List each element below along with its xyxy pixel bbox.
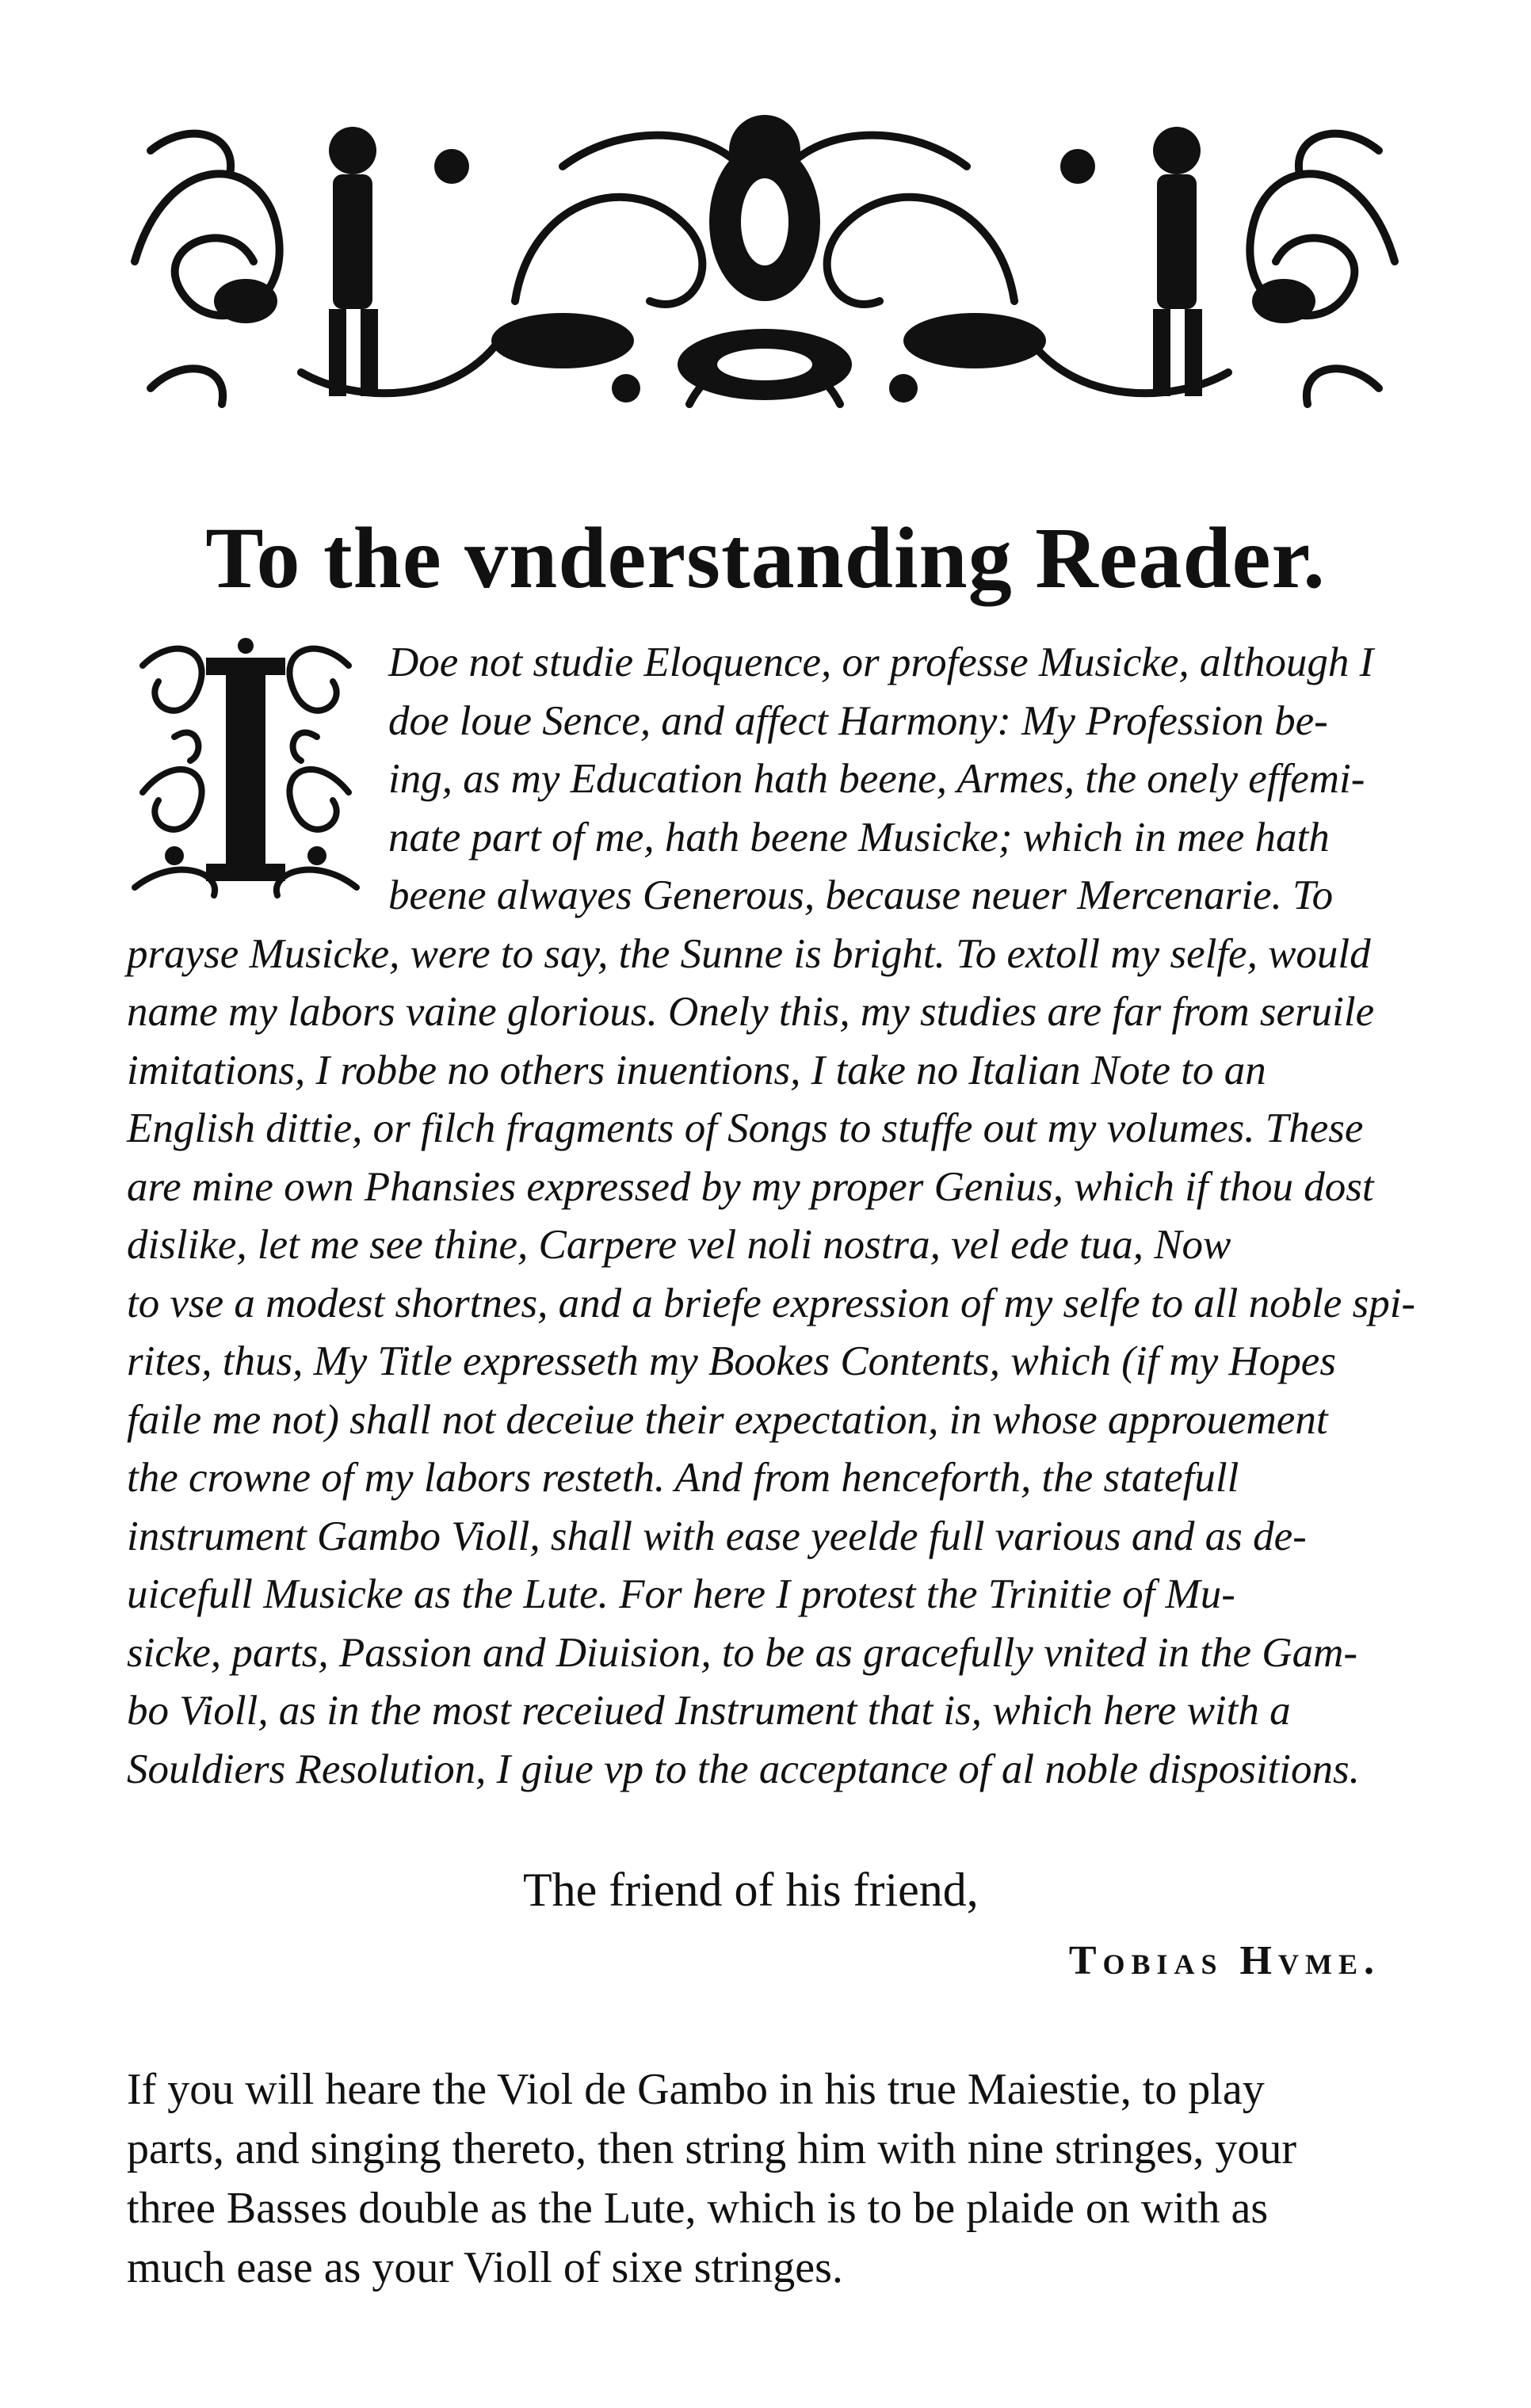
paragraph-line: sicke, parts, Passion and Diuision, to be as gracefully vnited in the Gam- bbox=[127, 1629, 1357, 1676]
paragraph-line: imitations, I robbe no others inuentions, I take no Italian Note to an bbox=[127, 1047, 1266, 1093]
paragraph-line: are mine own Phansies expressed by my proper Genius, which if thou dost bbox=[127, 1163, 1374, 1210]
signature-salutation: The friend of his friend, bbox=[523, 1864, 979, 1916]
paragraph-line: rites, thus, My Title expresseth my Bookes Contents, which (if my Hopes bbox=[127, 1338, 1336, 1384]
paragraph-line: doe loue Sence, and affect Harmony: My Profession be- bbox=[388, 697, 1328, 744]
paragraph-line: If you will heare the Viol de Gambo in his true Maiestie, to play bbox=[127, 2065, 1265, 2114]
intro-paragraph bbox=[127, 634, 1416, 1799]
page-title: To the vnderstanding Reader. bbox=[205, 509, 1326, 606]
woodcut-ornament-icon bbox=[119, 103, 1411, 420]
paragraph-line: Souldiers Resolution, I giue vp to the acceptance of al noble dispositions. bbox=[127, 1746, 1360, 1792]
paragraph-line: ing, as my Education hath beene, Armes, the onely effemi- bbox=[388, 756, 1365, 802]
paragraph-line: prayse Musicke, were to say, the Sunne is bright. To extoll my selfe, would bbox=[127, 930, 1371, 977]
paragraph-line: instrument Gambo Violl, shall with ease yeelde full various and as de- bbox=[127, 1513, 1307, 1559]
signature-name: Tobias Hvme. bbox=[1068, 1938, 1380, 1983]
paragraph-line: dislike, let me see thine, Carpere vel noli nostra, vel ede tua, Now bbox=[127, 1222, 1231, 1268]
paragraph-line: much ease as your Violl of sixe stringes. bbox=[127, 2243, 843, 2292]
paragraph-line: parts, and singing thereto, then string him with nine stringes, your bbox=[127, 2124, 1297, 2173]
paragraph-line: the crowne of my labors resteth. And from henceforth, the statefull bbox=[127, 1455, 1239, 1501]
ornament-banner bbox=[119, 103, 1411, 420]
paragraph-line: English dittie, or filch fragments of Songs to stuffe out my volumes. These bbox=[127, 1105, 1364, 1151]
paragraph-line: to vse a modest shortnes, and a briefe expression of my selfe to all noble spi- bbox=[127, 1280, 1416, 1326]
paragraph-line: three Basses double as the Lute, which is to be plaide on with as bbox=[127, 2184, 1269, 2233]
paragraph-line: beene alwayes Generous, because neuer Mercenarie. To bbox=[388, 872, 1334, 918]
note-paragraph bbox=[127, 2060, 1411, 2298]
paragraph-line: uicefull Musicke as the Lute. For here I protest the Trinitie of Mu- bbox=[127, 1571, 1235, 1617]
paragraph-line: Doe not studie Eloquence, or professe Musicke, although I bbox=[388, 639, 1374, 685]
paragraph-line: bo Violl, as in the most receiued Instrument that is, which here with a bbox=[127, 1688, 1291, 1734]
paragraph-line: faile me not) shall not deceiue their expectation, in whose approuement bbox=[127, 1396, 1328, 1443]
paragraph-line: name my labors vaine glorious. Onely this, my studies are far from seruile bbox=[127, 989, 1375, 1035]
paragraph-line: nate part of me, hath beene Musicke; which in mee hath bbox=[388, 814, 1330, 861]
